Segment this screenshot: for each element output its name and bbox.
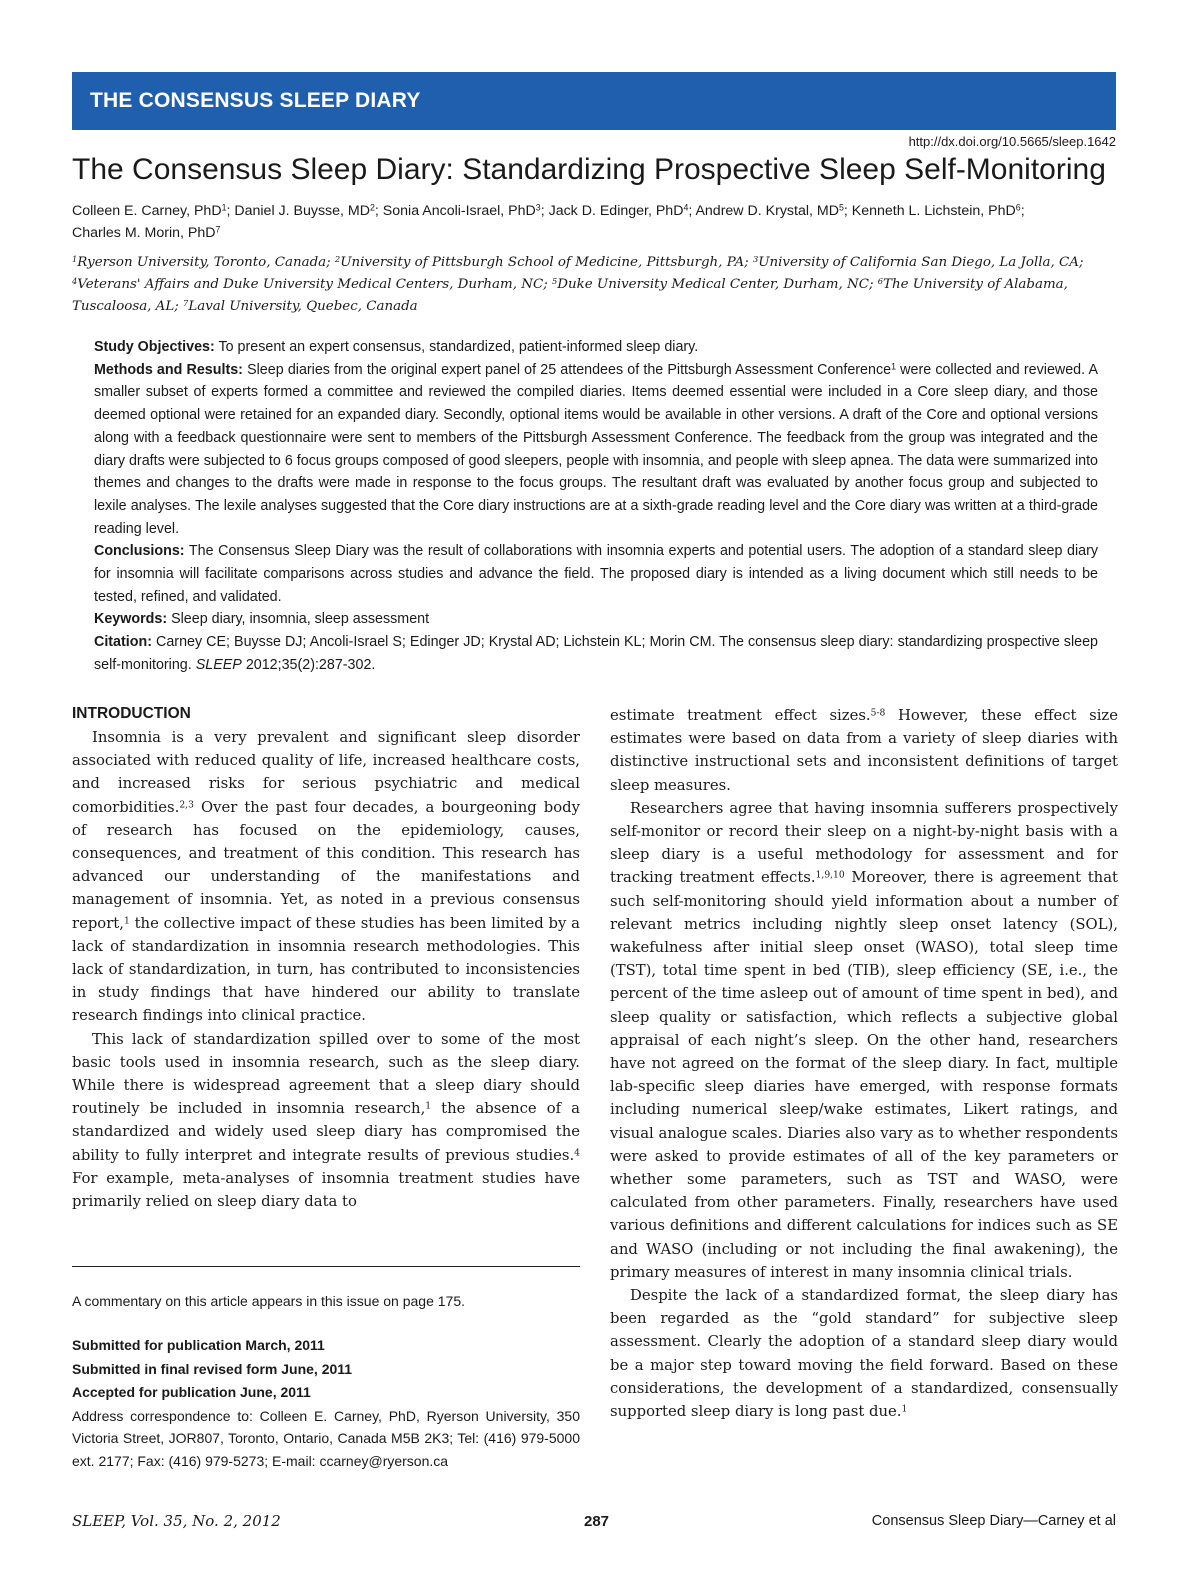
banner-title: THE CONSENSUS SLEEP DIARY (90, 89, 421, 112)
abstract-objectives: Study Objectives: To present an expert consensus, standardized, patient-informed sleep diary. (94, 339, 699, 355)
author-name: Charles M. Morin, PhD (72, 225, 216, 241)
body-paragraph: This lack of standardization spilled over to some of the most basic tools used in insomnia research, such as the sleep diary. While there is widespread agreement that a sleep diary should routinely be included in insomnia research,$^1$ the absence of a standardized and widely used sleep diary has compromised the ability to fully interpret and integrate results of previous studies.$^4$ For example, meta-analyses of insomnia treatment studies have primarily relied on sleep diary data to (72, 1030, 580, 1211)
running-title: Consensus Sleep Diary—Carney et al (871, 1513, 1116, 1529)
body-paragraph: Despite the lack of a standardized format, the sleep diary has been regarded as the “gold standard” for subjective sleep assessment. Clearly the adoption of a standard sleep diary would be a major step toward moving the field forward. Based on these considerations, the development of a standardized, consensually supported sleep diary is long past due.$^1$ (610, 1287, 1118, 1421)
body-column-left (72, 702, 580, 1213)
abstract-conclusions: Conclusions: The Consensus Sleep Diary was the result of collaborations with insomnia experts and potential users. The adoption of a standard sleep diary for insomnia will facilitate comparisons across studies and advance the field. The proposed diary is intended as a living document which still needs to be tested, refined, and validated. (94, 543, 1099, 605)
affiliation: University of California San Diego, La Jolla, CA (758, 255, 1079, 270)
commentary-note: A commentary on this article appears in this issue on page 175. (72, 1293, 465, 1309)
section-heading-introduction: INTRODUCTION (72, 705, 191, 722)
author-name: Sonia Ancoli-Israel, PhD (382, 203, 536, 219)
author-name: Kenneth L. Lichstein, PhD (851, 203, 1016, 219)
submitted-date: Submitted for publication March, 2011 (72, 1337, 325, 1353)
body-column-right (610, 704, 1118, 1423)
affiliation: The University of Alabama, Tuscaloosa, AL (72, 277, 1068, 314)
accepted-date: Accepted for publication June, 2011 (72, 1384, 311, 1401)
abstract (94, 336, 1098, 677)
footnote-divider (72, 1266, 580, 1267)
author-name: Daniel J. Buysse, MD (234, 203, 370, 219)
correspondence-address: Address correspondence to: Colleen E. Carney, PhD, Ryerson University, 350 Victoria Street, JOR807, Toronto, Ontario, Canada M5B 2K3; Tel: (416) 979-5000 ext. 2177; Fax: (416) 979-5273; E-mail: ccarney@ryerson.ca (72, 1407, 580, 1469)
abstract-keywords: Keywords: Sleep diary, insomnia, sleep assessment (94, 611, 430, 628)
author-list: Colleen E. Carney, PhD$^1$; Daniel J. Buysse, $MD^2$; Sonia Ancoli-Israel, PhD$^3$; Jack D. Edinger, PhD$^4$; Andrew D. Krystal, $MD^5$; Kenneth L. Lichstein, PhD$^6$; Charles M. Morin, PhD$^7$ (72, 202, 1025, 241)
body-paragraph: Researchers agree that having insomnia sufferers prospectively self-monitor or record their sleep on a night-by-night basis with a sleep diary is a useful methodology for assessment and for tracking treatment effects.$^{1,9,10}$ Moreover, there is agreement that such self-monitoring should yield information about a number of relevant metrics including nightly sleep onset latency (SOL), wakefulness after initial sleep onset (WASO), total sleep time (TST), total time spent in bed (TIB), sleep efficiency (SE, i.e., the percent of the time asleep out of amount of time spent in bed), and sleep quality or satisfaction, which reflects a subjective global appraisal of each night’s sleep. On the other hand, researchers have not agreed on the format of the sleep diary. In fact, multiple lab-specific sleep diaries have emerged, with response formats including numerical sleep/wake estimates, Likert ratings, and visual analogue scales. Diaries also vary as to whether respondents were asked to provide estimates of all of the key parameters or whether some parameters, such as TST and WASO, were calculated from other parameters. Finally, researchers have used various definitions and different calculations for indices such as SE and WASO (including or not including the final awakening), the primary measures of interest in many insomnia clinical trials. (610, 799, 1118, 1281)
body-paragraph: estimate treatment effect sizes.$^{5-8}$ However, these effect size estimates were based on data from a variety of sleep diaries with distinctive instructional sets and inconsistent definitions of target sleep measures. (610, 707, 1118, 794)
article-title: The Consensus Sleep Diary: Standardizing Prospective Sleep Self-Monitoring (72, 153, 1106, 186)
doi-link[interactable]: http://dx.doi.org/10.5665/sleep.1642 (908, 134, 1116, 149)
affiliation: Duke University Medical Center, Durham, NC (557, 277, 869, 292)
author-name: Andrew D. Krystal, MD (695, 203, 839, 219)
abstract-citation: Citation: Carney CE; Buysse DJ; Ancoli-Israel S; Edinger JD; Krystal AD; Lichstein KL; Morin CM. The consensus sleep diary: standardizing prospective sleep self-monitoring. SLEEP 2012;35(2):287-302. (94, 634, 1098, 673)
author-name: Colleen E. Carney, PhD (72, 203, 222, 219)
affiliation-list: $^1$Ryerson University, Toronto, Canada; $^2$University of Pittsburgh School of Medicine, Pittsburgh, PA; $^3$University of California San Diego, La Jolla, CA; $^4$Veterans' Affairs and Duke University Medical Centers, Durham, NC; $^5$Duke University Medical Center, Durham, NC; $^6$The University of Alabama, Tuscaloosa, AL; $^7$Laval University, Quebec, Canada (72, 253, 1084, 314)
publication-dates (72, 1334, 580, 1472)
body-paragraph: Insomnia is a very prevalent and significant sleep disorder associated with reduced quality of life, increased healthcare costs, and increased risks for serious psychiatric and medical comorbidities.$^{2,3}$ Over the past four decades, a bourgeoning body of research has focused on the epidemiology, causes, consequences, and treatment of this condition. This research has advanced our understanding of the manifestations and management of insomnia. Yet, as noted in a previous consensus report,$^1$ the collective impact of these studies has been limited by a lack of standardization in insomnia research methodologies. This lack of standardization, in turn, has contributed to inconsistencies in study findings that have hindered our ability to translate research findings into clinical practice. (72, 729, 580, 1025)
journal-footer: SLEEP, Vol. 35, No. 2, 2012 (72, 1512, 281, 1530)
affiliation: Laval University, Quebec, Canada (188, 299, 418, 314)
affiliation: Ryerson University, Toronto, Canada (77, 255, 327, 270)
revised-date: Submitted in final revised form June, 2011 (72, 1360, 353, 1377)
affiliation: University of Pittsburgh School of Medicine, Pittsburgh, PA (340, 255, 745, 270)
section-banner (72, 72, 1116, 130)
abstract-methods: Methods and Results: Sleep diaries from the original expert panel of 25 attendees of the Pittsburgh Assessment Conference$^1$ were collected and reviewed. A smaller subset of experts formed a committee and reviewed the compiled diaries. Items deemed essential were included in a Core sleep diary, and those deemed optional were retained for an expanded diary. Secondly, optional items would be available in other versions. A draft of the Core and optional versions along with a feedback questionnaire were sent to members of the Pittsburgh Assessment Conference. The feedback from the group was integrated and the diary drafts were subjected to 6 focus groups composed of good sleepers, people with insomnia, and people with sleep apnea. The data were summarized into themes and changes to the drafts were made in response to the focus groups. The resultant draft was evaluated by another focus group and subjected to lexile analyses. The lexile analyses suggested that the Core diary instructions are at a sixth-grade reading level and the Core diary was written at a third-grade reading level. (94, 361, 1099, 537)
page-number: 287 (584, 1513, 610, 1530)
affiliation: Veterans' Affairs and Duke University Medical Centers, Durham, NC (77, 277, 544, 292)
author-name: Jack D. Edinger, PhD (548, 203, 684, 219)
